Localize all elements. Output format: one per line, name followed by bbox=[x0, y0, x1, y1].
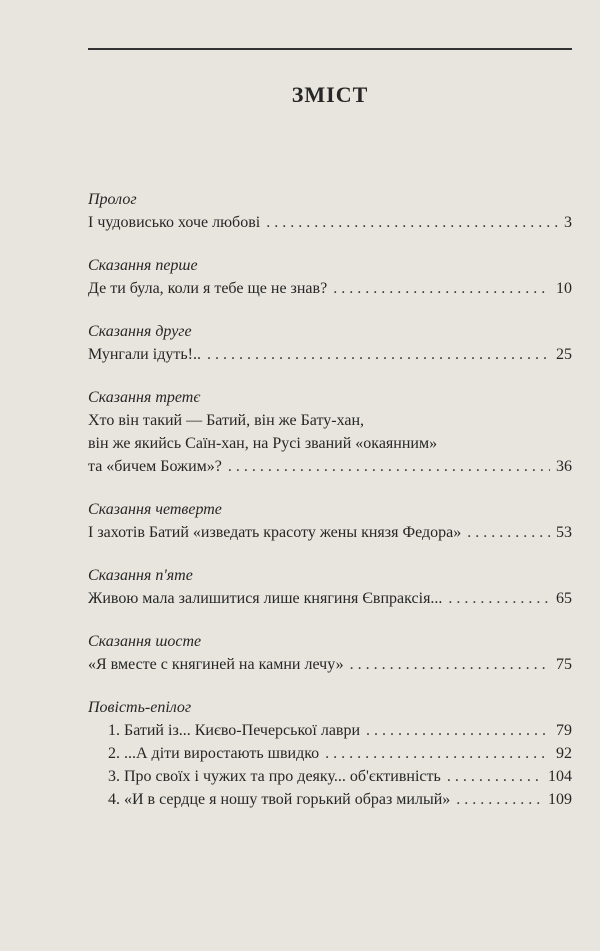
page-number: 79 bbox=[556, 722, 572, 739]
toc-section-6 bbox=[88, 630, 572, 676]
toc-section-4 bbox=[88, 498, 572, 544]
toc-entry bbox=[88, 742, 572, 765]
entry-title: Мунгали ідуть!.. bbox=[88, 346, 201, 363]
page-number: 10 bbox=[556, 280, 572, 297]
page-number: 109 bbox=[548, 791, 572, 808]
toc-entry bbox=[88, 277, 572, 300]
table-of-contents bbox=[88, 188, 572, 831]
entry-title: «Я вместе с княгиней на камни лечу» bbox=[88, 656, 344, 673]
entry-title-line: він же якийсь Саїн-хан, на Русі званий «окаянним» bbox=[88, 435, 438, 452]
section-heading: Сказання п'яте bbox=[88, 567, 193, 584]
page-number: 104 bbox=[548, 768, 572, 785]
toc-section-5 bbox=[88, 564, 572, 610]
entry-title: 3. Про своїх і чужих та про деяку... об'єктивність bbox=[108, 768, 441, 785]
dot-leader bbox=[325, 742, 550, 765]
entry-title: 4. «И в сердце я ношу твой горький образ милый» bbox=[108, 791, 451, 808]
toc-section-prologue bbox=[88, 188, 572, 234]
dot-leader bbox=[447, 765, 542, 788]
toc-entry bbox=[88, 521, 572, 544]
section-heading: Повість-епілог bbox=[88, 699, 192, 716]
section-heading: Сказання друге bbox=[88, 323, 192, 340]
toc-entry bbox=[88, 587, 572, 610]
entry-title: Де ти була, коли я тебе ще не знав? bbox=[88, 280, 328, 297]
page-number: 3 bbox=[564, 214, 572, 231]
toc-entry bbox=[88, 211, 572, 234]
toc-entry bbox=[88, 788, 572, 811]
toc-entry bbox=[88, 653, 572, 676]
entry-title: І чудовисько хоче любові bbox=[88, 214, 261, 231]
section-heading: Сказання перше bbox=[88, 257, 198, 274]
toc-section-2 bbox=[88, 320, 572, 366]
section-heading: Сказання третє bbox=[88, 389, 201, 406]
dot-leader bbox=[207, 343, 550, 366]
entry-title: та «бичем Божим»? bbox=[88, 458, 222, 475]
dot-leader bbox=[228, 455, 550, 478]
page-number: 53 bbox=[556, 524, 572, 541]
page-number: 25 bbox=[556, 346, 572, 363]
toc-entry bbox=[88, 343, 572, 366]
entry-title-line: Хто він такий — Батий, він же Бату-хан, bbox=[88, 412, 365, 429]
dot-leader bbox=[456, 788, 542, 811]
toc-entry bbox=[88, 455, 572, 478]
toc-section-epilogue bbox=[88, 696, 572, 811]
section-heading: Сказання четверте bbox=[88, 501, 222, 518]
page-number: 75 bbox=[556, 656, 572, 673]
toc-entry bbox=[88, 719, 572, 742]
entry-title: І захотів Батий «изведать красоту жены князя Федора» bbox=[88, 524, 462, 541]
dot-leader bbox=[333, 277, 550, 300]
page-number: 92 bbox=[556, 745, 572, 762]
entry-title: 1. Батий із... Києво-Печерської лаври bbox=[108, 722, 361, 739]
toc-section-3 bbox=[88, 386, 572, 478]
dot-leader bbox=[467, 521, 550, 544]
page-number: 65 bbox=[556, 590, 572, 607]
page-number: 36 bbox=[556, 458, 572, 475]
dot-leader bbox=[350, 653, 550, 676]
dot-leader bbox=[266, 211, 558, 234]
toc-entry bbox=[88, 765, 572, 788]
section-heading: Пролог bbox=[88, 191, 137, 208]
entry-title: Живою мала залишитися лише княгиня Євпраксія... bbox=[88, 590, 443, 607]
page-title: ЗМІСТ bbox=[291, 82, 369, 107]
section-heading: Сказання шосте bbox=[88, 633, 202, 650]
toc-section-1 bbox=[88, 254, 572, 300]
dot-leader bbox=[448, 587, 550, 610]
dot-leader bbox=[366, 719, 550, 742]
top-rule bbox=[88, 48, 572, 50]
entry-title: 2. ...А діти виростають швидко bbox=[108, 745, 320, 762]
